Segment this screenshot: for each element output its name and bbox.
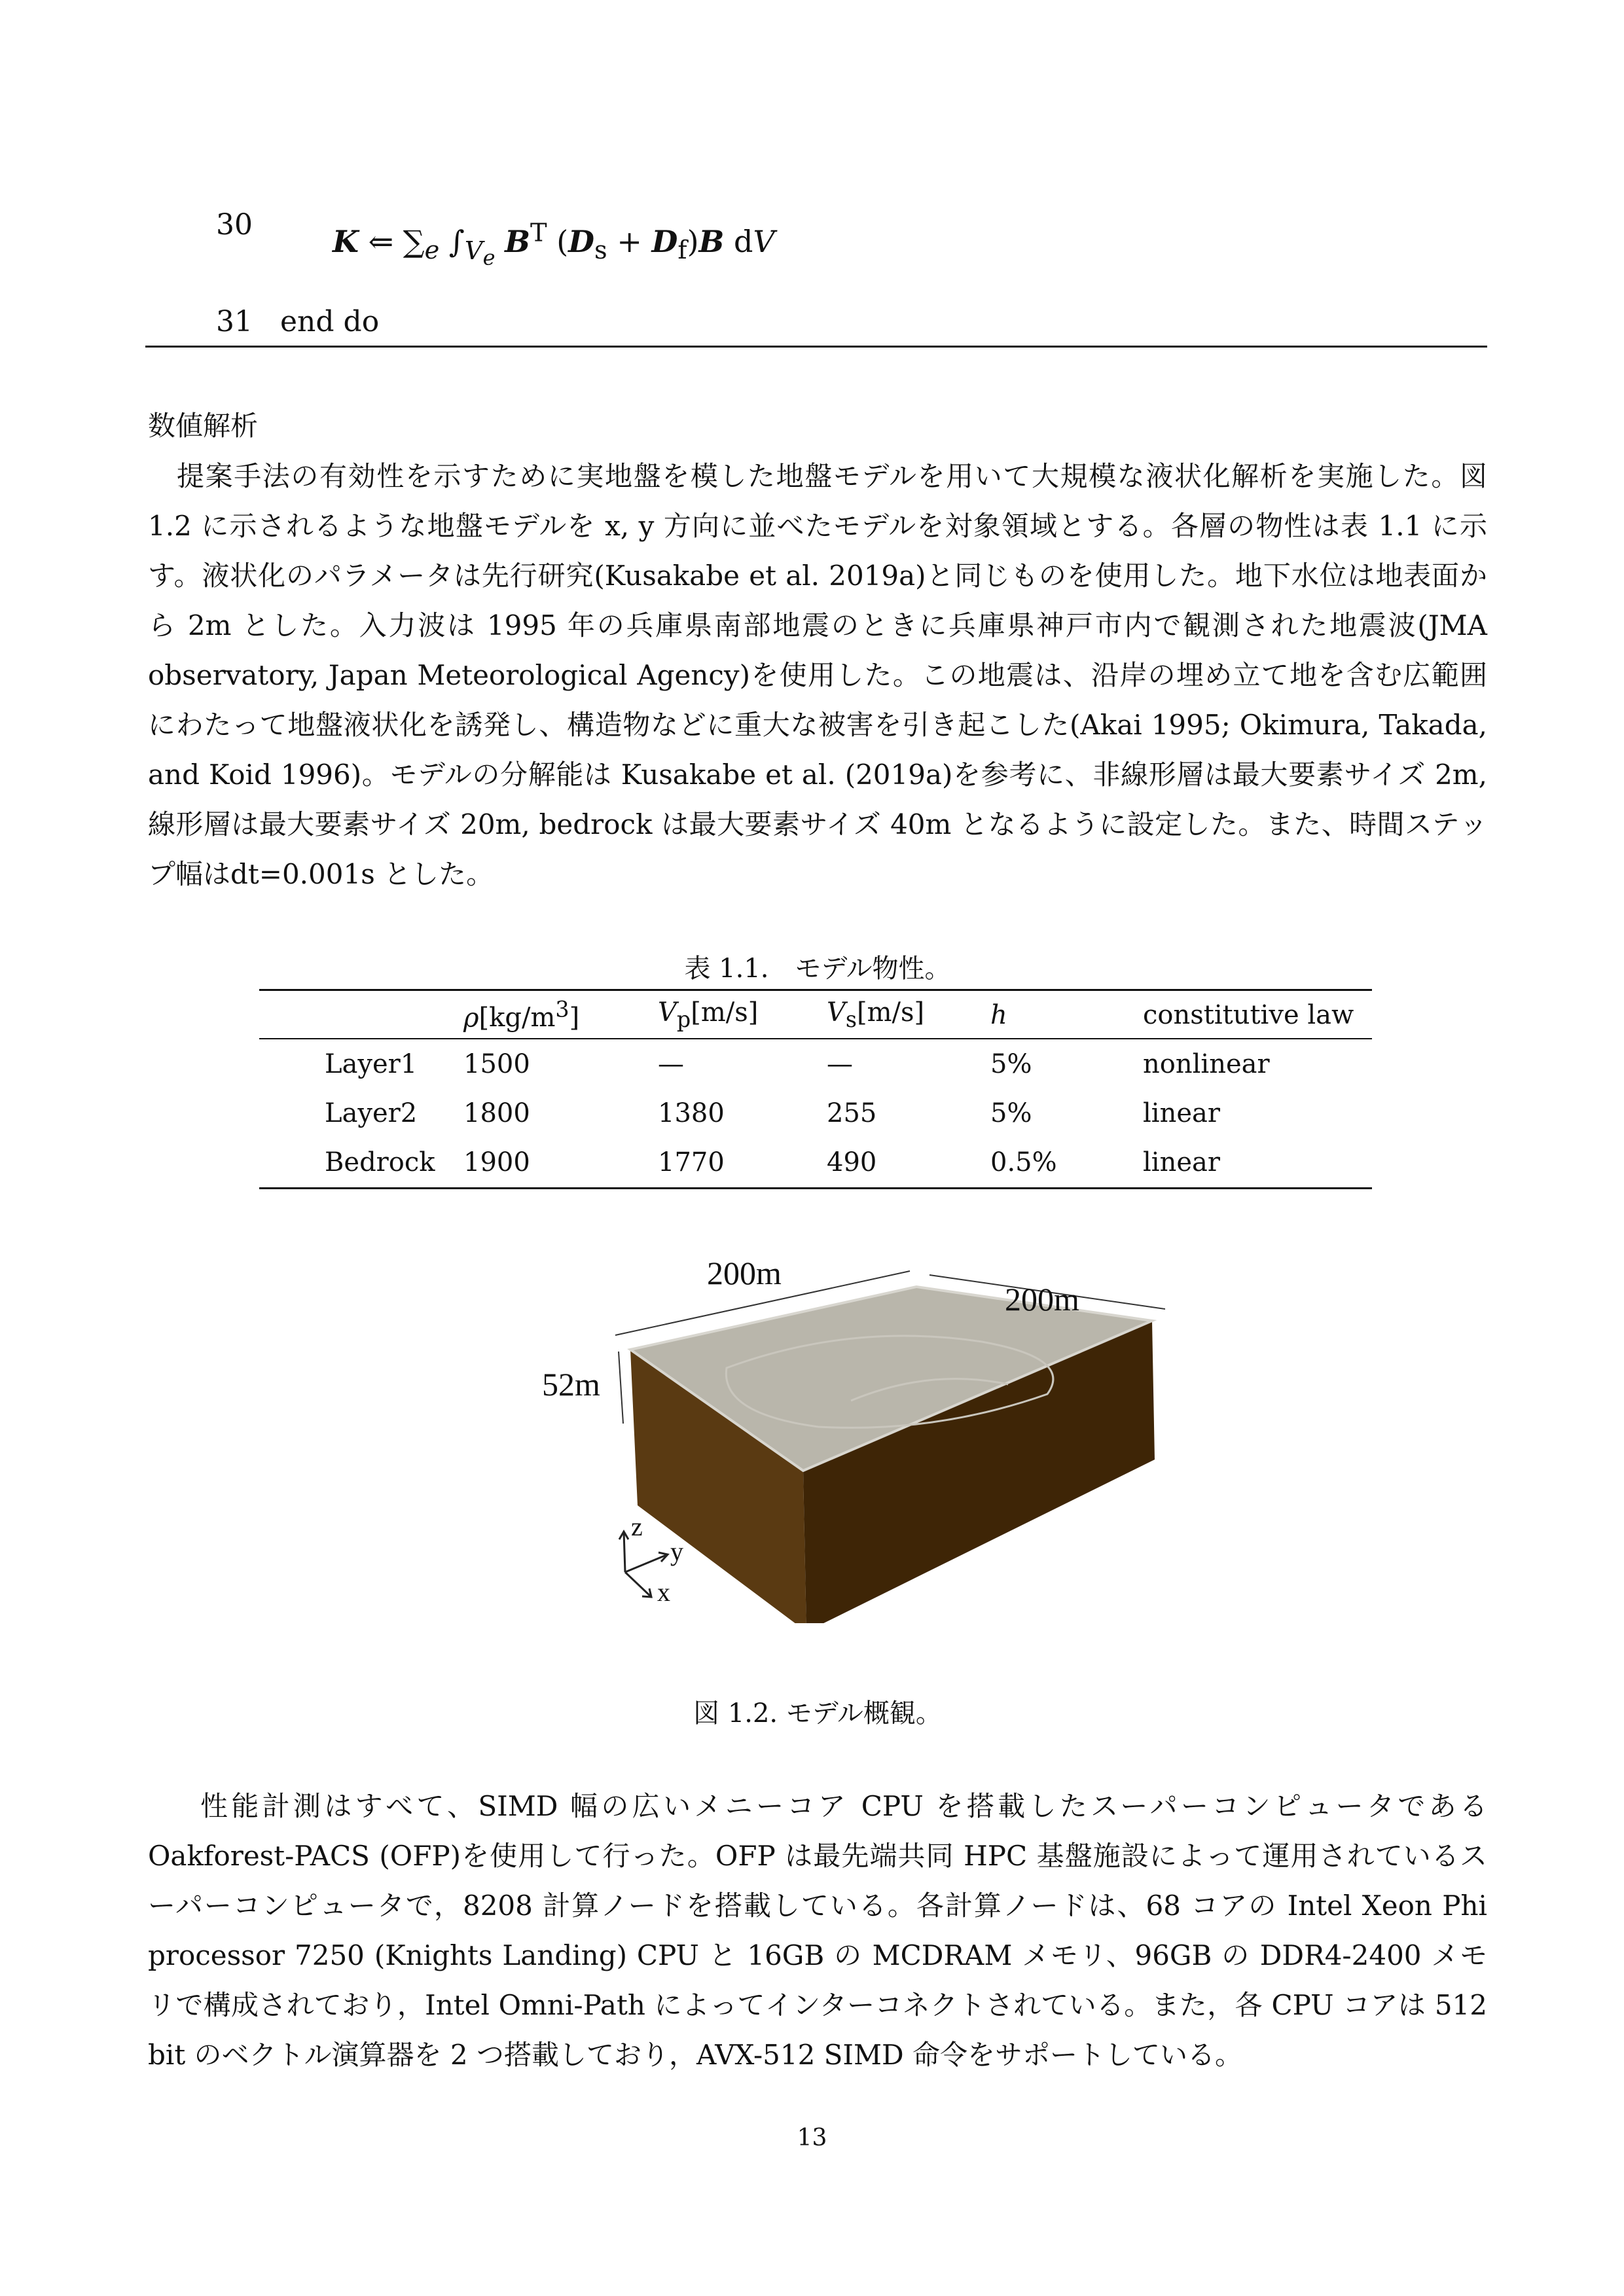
table-cell: 490 bbox=[827, 1147, 877, 1177]
table-cell: — bbox=[658, 1049, 684, 1079]
table-cell: 5% bbox=[990, 1049, 1032, 1079]
page-number: 13 bbox=[797, 2125, 827, 2151]
dimension-label-y: 200m bbox=[1005, 1281, 1079, 1318]
table-cell: 1770 bbox=[658, 1147, 725, 1177]
header-vp: $V_p[m/s]$ bbox=[658, 997, 759, 1032]
table-cell: linear bbox=[1143, 1098, 1220, 1128]
table-bottom-rule bbox=[259, 1187, 1372, 1189]
table-cell: linear bbox=[1143, 1147, 1220, 1177]
table-cell: 1380 bbox=[658, 1098, 725, 1128]
table-cell: Bedrock bbox=[325, 1147, 435, 1177]
table-cell: 0.5% bbox=[990, 1147, 1057, 1177]
algorithm-line-number: 30 bbox=[216, 208, 253, 242]
section-heading: 数値解析 bbox=[148, 410, 259, 442]
header-constitutive-law: constitutive law bbox=[1143, 999, 1354, 1030]
table-cell: nonlinear bbox=[1143, 1049, 1270, 1079]
table-cell: 5% bbox=[990, 1098, 1032, 1128]
stiffness-formula bbox=[333, 219, 775, 270]
paragraph-text: 性能計測はすべて、SIMD 幅の広いメニーコア CPU を搭載したスーパーコンピュータである Oakforest-PACS (OFP)を使用して行った。OFP は最先端共同 HPC 基盤施設によって運用されているスーパーコンピュータで，8208 計算ノードを搭載している。各計算ノードは、68 コアの Intel Xeon Phi processor 7250 (Knights Landing) CPU と 16GB の MCDRAM メモリ、96GB の DDR4-2400 メモリで構成されており，Intel Omni-Path によってインターコネクトされている。また，各 CPU コアは 512 bit のベクトル演算器を 2 つ搭載しており，AVX-512 SIMD 命令をサポートしている。 bbox=[148, 1790, 1487, 2071]
table-caption: 表 1.1. モデル物性。 bbox=[684, 954, 951, 984]
body-paragraph-1 bbox=[148, 452, 1487, 899]
axis-label-y: y bbox=[670, 1537, 683, 1566]
header-cell bbox=[325, 990, 463, 1039]
ground-model-figure bbox=[511, 1244, 1165, 1623]
table-cell: 255 bbox=[827, 1098, 877, 1128]
axis-label-x: x bbox=[657, 1577, 670, 1607]
paragraph-text: 提案手法の有効性を示すために実地盤を模した地盤モデルを用いて大規模な液状化解析を実施した。図 1.2 に示されるような地盤モデルを x, y 方向に並べたモデルを対象領域とする。各層の物性は表 1.1 に示す。液状化のパラメータは先行研究(Kusakabe et al. 2019a)と同じものを使用した。地下水位は地表面から 2m とした。入力波は 1995 年の兵庫県南部地震のときに兵庫県神戸市内で観測された地震波(JMA observatory, Japan Meteorological Agency)を使用した。この地震は、沿岸の埋め立て地を含む広範囲にわたって地盤液状化を誘発し、構造物などに重大な被害を引き起こした(Akai 1995; Okimura, Takada, and Koid 1996)。モデルの分解能は Kusakabe et al. (2019a)を参考に、非線形層は最大要素サイズ 2m, 線形層は最大要素サイズ 20m, bedrock は最大要素サイズ 40m となるように設定した。また、時間ステップ幅はdt=0.001s とした。 bbox=[148, 460, 1487, 890]
properties-table bbox=[325, 990, 1392, 1187]
dimension-label-x: 200m bbox=[707, 1255, 782, 1291]
body-paragraph-2 bbox=[148, 1782, 1487, 2080]
dimension-label-z: 52m bbox=[542, 1366, 600, 1403]
algorithm-end-do: end do bbox=[280, 305, 380, 338]
dimension-line-z bbox=[619, 1352, 623, 1424]
axis-label-z: z bbox=[631, 1512, 643, 1541]
table-row bbox=[325, 1039, 1392, 1088]
algorithm-line-number: 31 bbox=[216, 305, 253, 338]
table-cell: 1500 bbox=[463, 1049, 530, 1079]
table-cell: 1900 bbox=[463, 1147, 530, 1177]
table-cell: Layer2 bbox=[325, 1098, 418, 1128]
algorithm-bottom-rule bbox=[145, 346, 1487, 348]
figure-caption: 図 1.2. モデル概観。 bbox=[693, 1698, 942, 1729]
table-row bbox=[325, 1138, 1392, 1187]
header-vs: $V_s[m/s]$ bbox=[827, 997, 925, 1032]
table-cell: — bbox=[827, 1049, 853, 1079]
header-damping: h bbox=[990, 999, 1007, 1030]
table-row bbox=[325, 1088, 1392, 1138]
formula-text: K ⇐ $\sum_e$ $\int_{V_e}$ $B^T$ $(D_s + D_f)B$ dV bbox=[333, 219, 775, 270]
table-cell: 1800 bbox=[463, 1098, 530, 1128]
table-cell: Layer1 bbox=[325, 1049, 418, 1079]
header-density: $\rho[kg/m^3]$ bbox=[463, 996, 580, 1033]
table-header-row bbox=[325, 990, 1392, 1039]
